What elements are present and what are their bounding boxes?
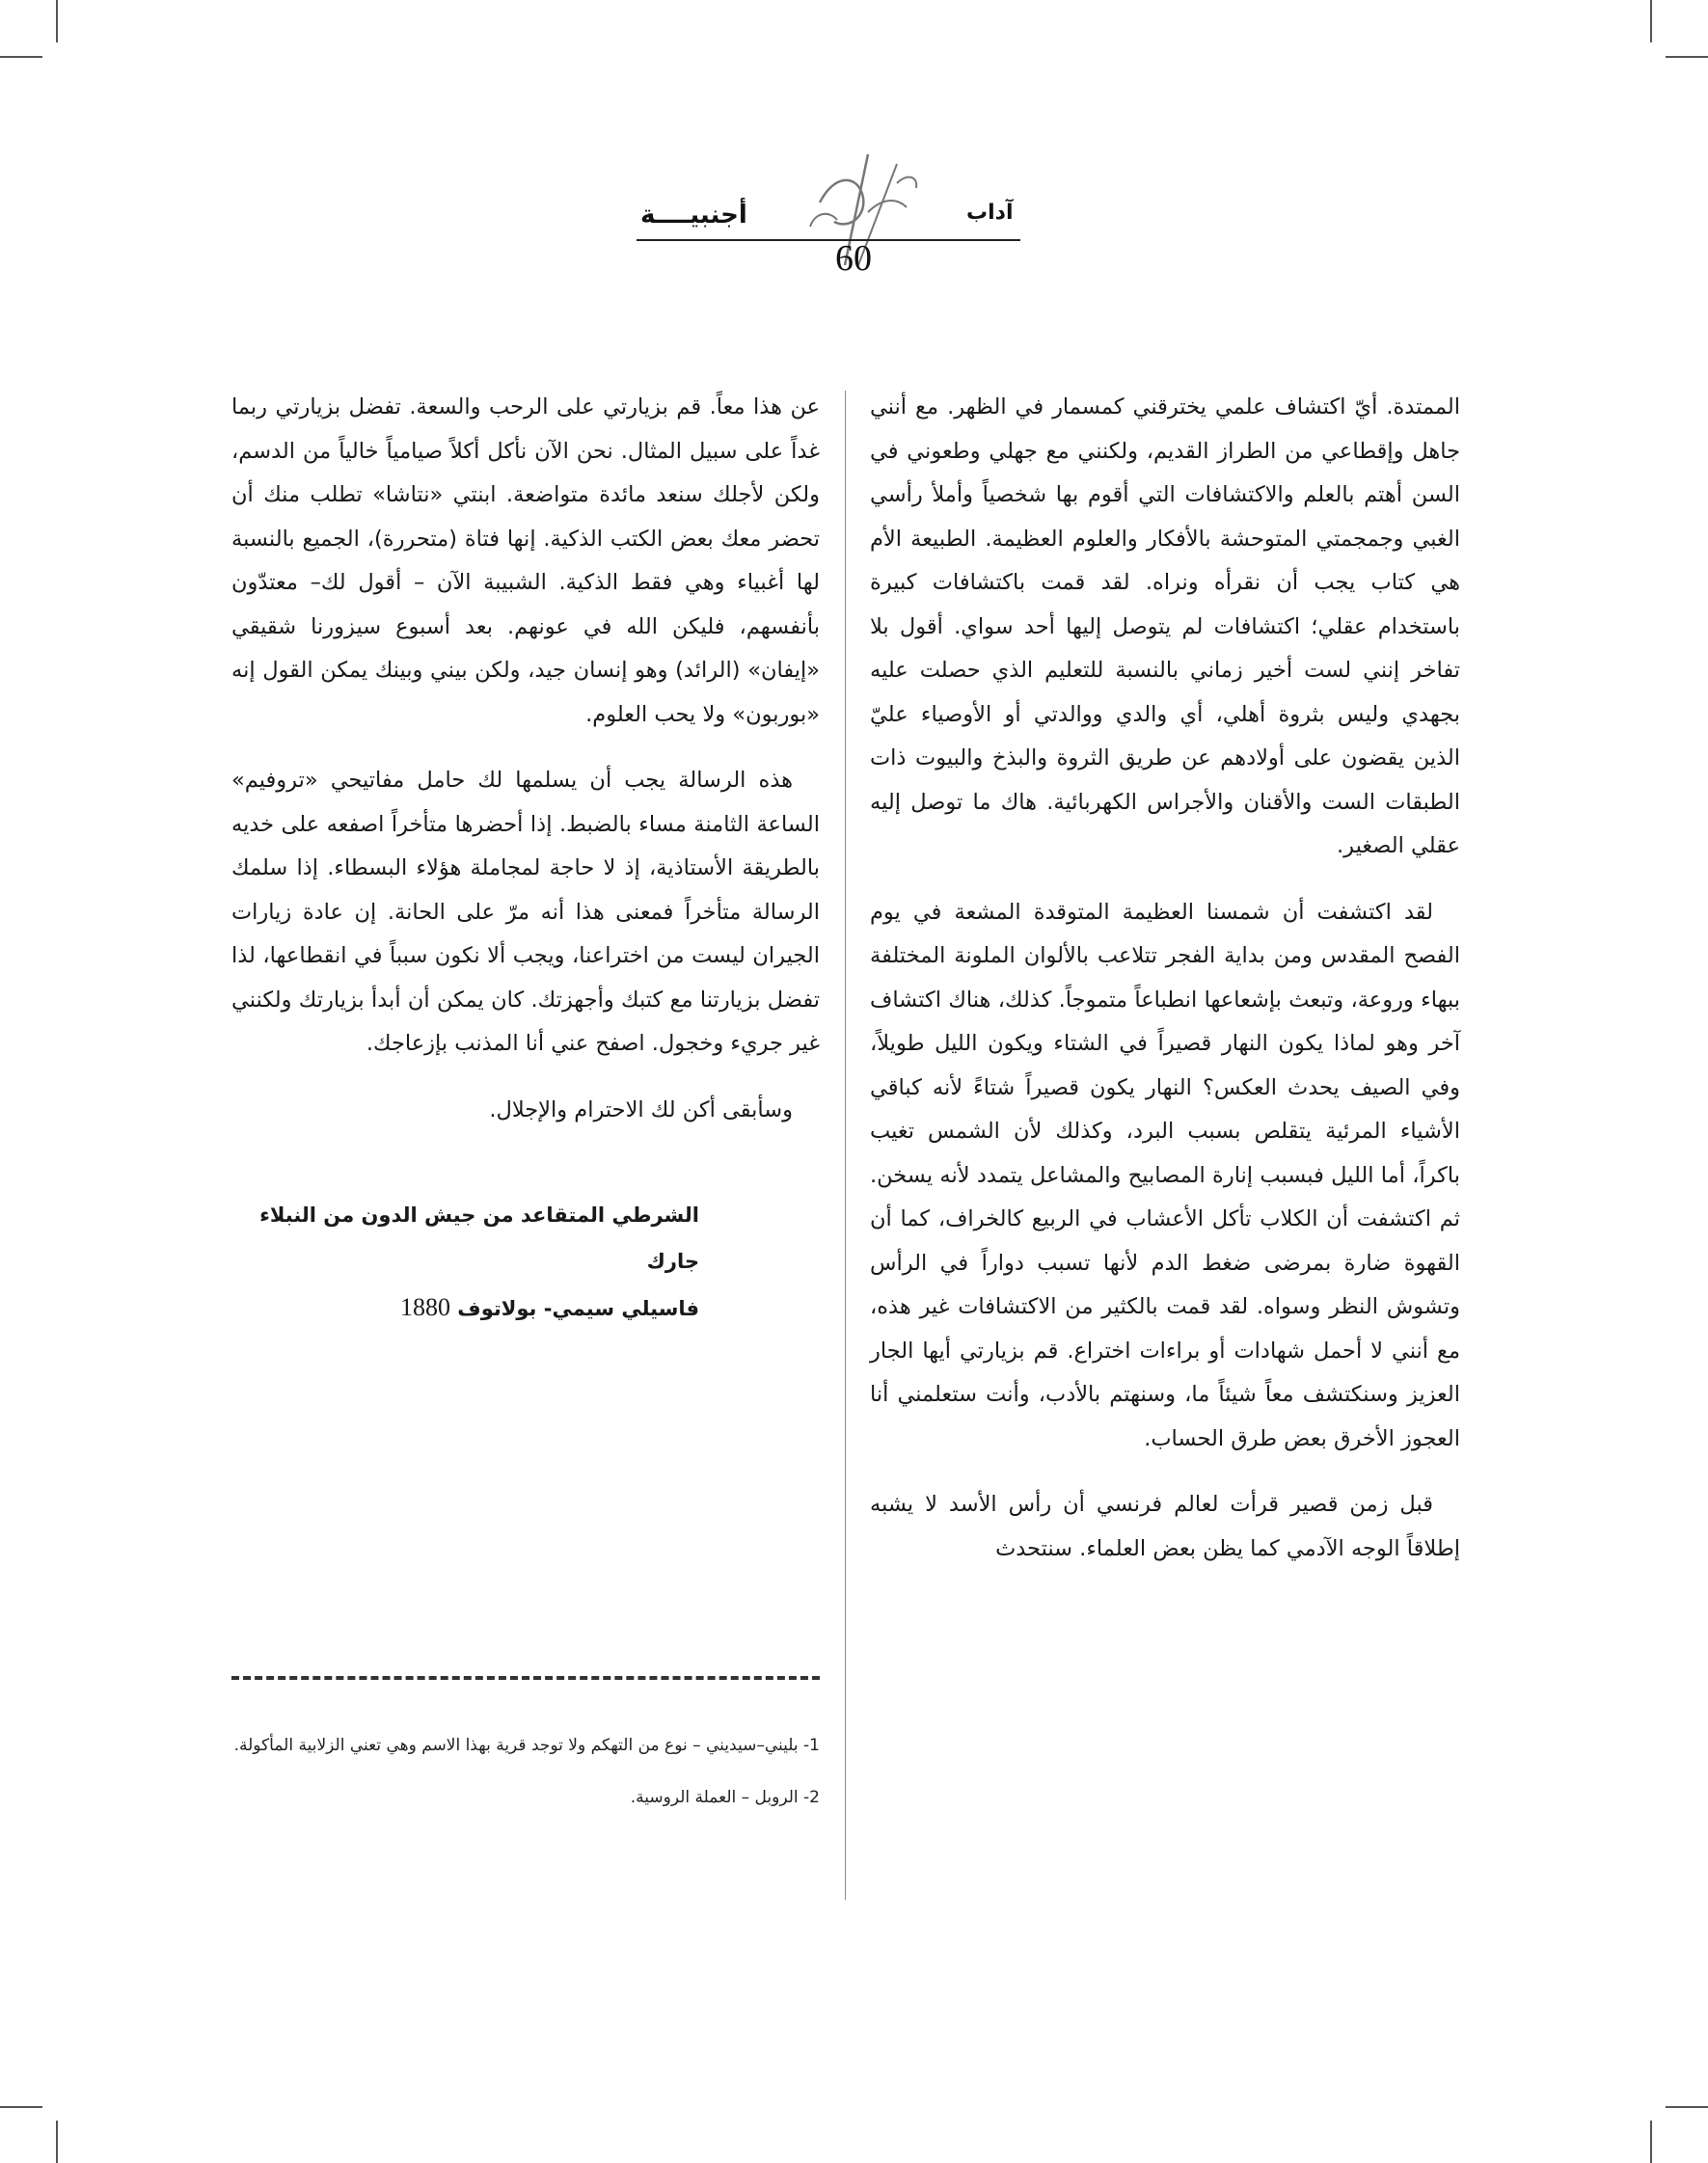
footnotes: [231, 1726, 820, 1830]
column-divider: [845, 391, 846, 1900]
page-number: 60: [835, 238, 872, 279]
crop-mark-top-right-h: [1666, 56, 1708, 58]
paragraph: هذه الرسالة يجب أن يسلمها لك حامل مفاتيحي «تروفيم» الساعة الثامنة مساء بالضبط. إذا أحضرها متأخراً اصفعه على خديه بالطريقة الأستاذية، إذ لا حاجة لمجاملة هؤلاء البسطاء. إذا سلمك الرسالة متأخراً فمعنى هذا أنه مرّ على الحانة. إن عادة زيارات الجيران ليست من اختراعنا، ويجب ألا نكون سبباً في انقطاعها، لذا تفضل بزيارتنا مع كتبك وأجهزتك. كان يمكن أن أبدأ بزيارتك ولكنني غير جريء وخجول. اصفح عني أنا المذنب بإزعاجك.: [231, 768, 820, 1056]
paragraph: قبل زمن قصير قرأت لعالم فرنسي أن رأس الأسد لا يشبه إطلاقاً الوجه الآدمي كما يظن بعض العلماء. سنتحدث: [870, 1492, 1460, 1561]
paragraph: عن هذا معاً. قم بزيارتي على الرحب والسعة. تفضل بزيارتي ربما غداً على سبيل المثال. نحن الآن نأكل أكلاً صيامياً خالياً من الدسم، ولكن لأجلك سنعد مائدة متواضعة. ابنتي «نتاشا» تطلب منك أن تحضر معك بعض الكتب الذكية. إنها فتاة (متحررة)، الجميع بالنسبة لها أغبياء وهي فقط الذكية. الشبيبة الآن – أقول لك– معتدّون بأنفسهم، فليكن الله في عونهم. بعد أسبوع سيزورنا شقيقي «إيفان» (الرائد) وهو إنسان جيد، ولكن بيني وبينك يمكن القول إنه «بوربون» ولا يحب العلوم.: [231, 394, 820, 727]
paragraph: الممتدة. أيّ اكتشاف علمي يخترقني كمسمار في الظهر. مع أنني جاهل وإقطاعي من الطراز القديم، ولكنني مع جهلي وطعوني في السن أهتم بالعلم والاكتشافات التي أقوم بها شخصياً وأملأ رأسي الغبي وجمجمتي المتوحشة بالأفكار والعلوم العظيمة. الطبيعة الأم هي كتاب يجب أن نقرأه ونراه. لقد قمت باكتشافات كبيرة باستخدام عقلي؛ اكتشافات لم يتوصل إليها أحد سواي. أقول بلا تفاخر إنني لست أخير زماني بالنسبة للتعليم الذي حصلت عليه بجهدي وليس بثروة أهلي، أي والدي ووالدتي أو الأوصياء عليّ الذين يقضون على أولادهم عن طريق الثروة والبذخ والبيوت ذات الطبقات الست والأقنان والأجراس الكهربائية. هاك ما توصل إليه عقلي الصغير.: [870, 394, 1460, 858]
closing-line: وسأبقى أكن لك الاحترام والإجلال.: [489, 1096, 793, 1122]
crop-mark-bottom-right: [1650, 2121, 1652, 2163]
crop-mark-top-left-h: [0, 56, 42, 58]
crop-mark-top-left: [56, 0, 58, 42]
signature-name-line: [231, 1284, 699, 1332]
footnote-separator: [231, 1676, 820, 1680]
page-header: [0, 145, 1708, 280]
crop-mark-bottom-right-h: [1666, 2106, 1708, 2108]
footnote-1: 1- بليني–سيديني – نوع من التهكم ولا توجد قرية بهذا الاسم وهي تعني الزلابية المأكولة.: [233, 1736, 820, 1755]
paragraph: لقد اكتشفت أن شمسنا العظيمة المتوقدة المشعة في يوم الفصح المقدس ومن بداية الفجر تتلاعب بالألوان الملونة المختلفة ببهاء وروعة، وتبعث بإشعاعها انطباعاً متموجاً. كذلك، هناك اكتشاف آخر وهو لماذا يكون النهار قصيراً في الشتاء ويكون الليل طويلاً، وفي الصيف يحدث العكس؟ النهار يكون قصيراً شتاءً لأنه كباقي الأشياء المرئية يتقلص بسبب البرد، وكذلك لأن الشمس تغيب باكراً، أما الليل فبسبب إنارة المصابيح والمشاعل يتمدد لأنه يسخن. ثم اكتشفت أن الكلاب تأكل الأعشاب في الربيع كالخراف، كما أن القهوة ضارة بمرضى ضغط الدم لأنها تسبب دواراً في الرأس وتشوش النظر وسواه. لقد قمت بالكثير من الاكتشافات غير هذه، مع أنني لا أحمل شهادات أو براءات اختراع. قم بزيارتي أيها الجار العزيز وسنكتشف معاً شيئاً ما، وسنهتم بالأدب، وأنت ستعلمني أنا العجوز الأخرق بعض طرق الحساب.: [870, 899, 1460, 1451]
crop-mark-top-right: [1650, 0, 1652, 42]
text-column-left: [231, 386, 820, 1332]
signature-name: فاسيلي سيمي- بولاتوف: [457, 1297, 699, 1320]
text-column-right: [870, 386, 1460, 1593]
section-title-part1: آداب: [966, 201, 1014, 225]
section-title-part2: أجنبيــــة: [640, 201, 747, 230]
signature-year: 1880: [399, 1293, 450, 1321]
crop-mark-bottom-left: [56, 2121, 58, 2163]
footnote-2: 2- الروبل – العملة الروسية.: [630, 1788, 820, 1807]
signature-block: [231, 1192, 820, 1332]
crop-mark-bottom-left-h: [0, 2106, 42, 2108]
signature-title: الشرطي المتقاعد من جيش الدون من النبلاء جارك: [259, 1203, 699, 1273]
